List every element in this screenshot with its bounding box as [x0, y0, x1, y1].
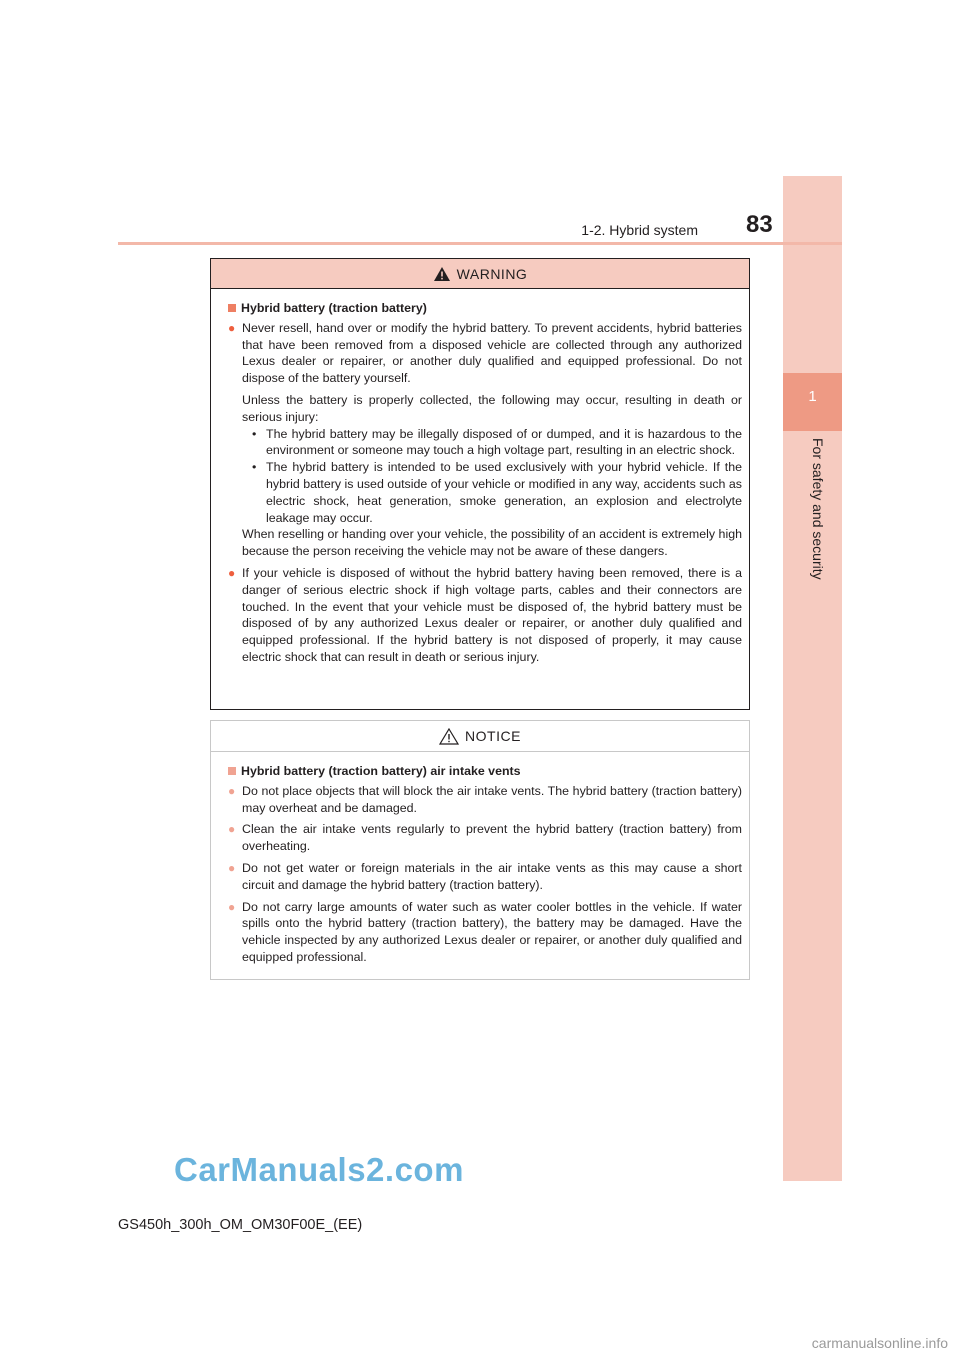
warning-item-text: Never resell, hand over or modify the hybrid battery. To prevent accidents, hybrid batteries that have been removed from a disposed vehicle are collected through any authorized Lexus dealer or repairer, or another duly qualified and equipped professional. Do not dispose of the battery yourself. — [242, 320, 742, 386]
notice-heading-text: Hybrid battery (traction battery) air intake vents — [241, 764, 521, 778]
square-bullet-icon — [228, 767, 236, 775]
dot-bullet-icon: • — [252, 426, 257, 441]
notice-item — [228, 860, 742, 894]
warning-heading-text: Hybrid battery (traction battery) — [241, 301, 427, 315]
page-number: 83 — [746, 211, 773, 238]
notice-box — [210, 720, 750, 980]
notice-header — [211, 721, 749, 752]
notice-heading — [228, 763, 742, 780]
warning-subitem — [252, 426, 742, 460]
warning-item-text: If your vehicle is disposed of without the hybrid battery having been removed, there is a danger of serious electric shock if high voltage parts, cables and their connectors are touched. In the event that your vehicle must be disposed of, the hybrid battery must be disposed of by any authorized Lexus dealer or repairer, or another duly qualified and equipped professional. If the hybrid battery is not disposed of properly, it may cause electric shock that can result in death or serious injury. — [242, 565, 742, 664]
warning-box — [210, 258, 750, 710]
warning-subitem — [252, 459, 742, 526]
dot-bullet-icon: • — [252, 460, 257, 475]
caution-triangle-icon — [439, 728, 459, 745]
chapter-label: For safety and security — [810, 438, 826, 580]
notice-item-text: Do not get water or foreign materials in the air intake vents as this may cause a short circuit and damage the hybrid battery (traction battery). — [242, 860, 742, 892]
warning-item — [228, 565, 742, 666]
warning-header — [211, 259, 749, 289]
warning-triangle-icon — [433, 266, 451, 282]
circle-bullet-icon: ● — [228, 320, 236, 335]
document-id: GS450h_300h_OM_OM30F00E_(EE) — [118, 1217, 363, 1233]
warning-item — [228, 320, 742, 560]
circle-bullet-icon: ● — [228, 565, 236, 580]
watermark-logo: CarManuals2.com — [174, 1151, 464, 1188]
notice-title: NOTICE — [465, 728, 521, 744]
notice-item — [228, 899, 742, 966]
square-bullet-icon — [228, 304, 236, 312]
notice-item-text: Do not carry large amounts of water such as water cooler bottles in the vehicle. If water spills onto the hybrid battery (traction battery), the battery may be damaged. Have the vehicle inspected by any authorized Lexus dealer or repairer, or another duly qualified and equipped professional. — [242, 899, 742, 964]
warning-item-paragraph: Unless the battery is properly collected, the following may occur, resulting in death or serious injury: — [242, 392, 742, 424]
warning-subitem-text: The hybrid battery may be illegally disposed of or dumped, and it is hazardous to the environment or someone may touch a high voltage part, resulting in an electric shock. — [266, 426, 742, 458]
notice-item-text: Clean the air intake vents regularly to prevent the hybrid battery (traction battery) from overheating. — [242, 822, 742, 854]
site-watermark: carmanualsonline.info — [811, 1335, 948, 1351]
header-rule — [118, 242, 842, 245]
notice-item-text: Do not place objects that will block the air intake vents. The hybrid battery (traction battery) may overheat and be damaged. — [242, 783, 742, 815]
warning-title: WARNING — [456, 265, 528, 282]
warning-item-paragraph: When reselling or handing over your vehicle, the possibility of an accident is extremely high because the person receiving the vehicle may not be aware of these dangers. — [242, 527, 742, 559]
notice-item — [228, 821, 742, 855]
notice-item — [228, 783, 742, 817]
warning-heading — [228, 300, 742, 317]
side-strip — [783, 176, 842, 1181]
circle-bullet-icon: ● — [228, 822, 236, 837]
section-title: 1-2. Hybrid system — [581, 222, 698, 238]
circle-bullet-icon: ● — [228, 783, 236, 798]
chapter-number: 1 — [808, 388, 817, 405]
circle-bullet-icon: ● — [228, 860, 236, 875]
circle-bullet-icon: ● — [228, 899, 236, 914]
warning-subitem-text: The hybrid battery is intended to be used exclusively with your hybrid vehicle. If the hybrid battery is used outside of your vehicle or modified in any way, accidents such as electric shock, heat generation, smoke generation, an explosion and electrolyte leakage may occur. — [266, 460, 742, 525]
